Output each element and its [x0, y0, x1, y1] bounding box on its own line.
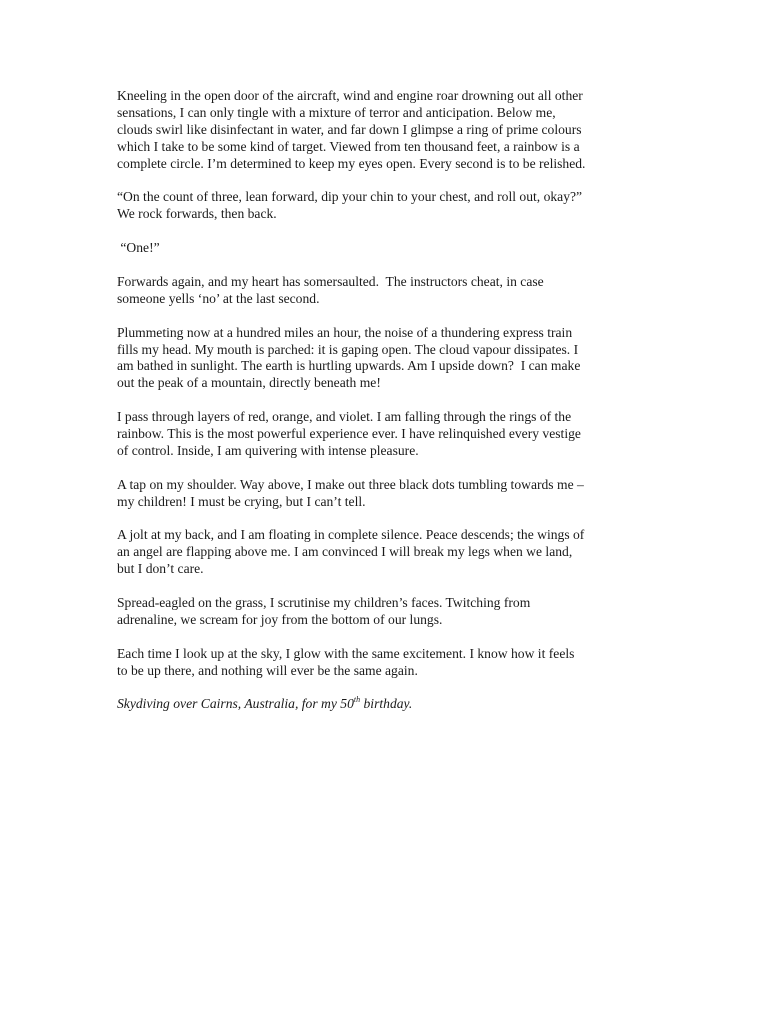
text-line: A jolt at my back, and I am floating in complete silence. Peace descends; the wings of	[117, 527, 585, 543]
paragraph	[117, 527, 657, 578]
text-line: sensations, I can only tingle with a mixture of terror and anticipation. Below me,	[117, 104, 556, 120]
text-line: “One!”	[117, 240, 160, 256]
paragraph	[117, 325, 657, 393]
text-line: Spread-eagled on the grass, I scrutinise my children’s faces. Twitching from	[117, 595, 531, 611]
text-line: I pass through layers of red, orange, and violet. I am falling through the rings of the	[117, 409, 572, 425]
caption	[117, 696, 657, 713]
document-body	[117, 88, 657, 713]
text-line: A tap on my shoulder. Way above, I make out three black dots tumbling towards me –	[117, 476, 584, 492]
paragraph	[117, 274, 657, 308]
text-line: rainbow. This is the most powerful experience ever. I have relinquished every vestige	[117, 426, 581, 442]
paragraph	[117, 88, 657, 173]
text-line: which I take to be some kind of target. Viewed from ten thousand feet, a rainbow is a	[117, 138, 580, 154]
text-line: to be up there, and nothing will ever be the same again.	[117, 662, 418, 678]
text-line: adrenaline, we scream for joy from the bottom of our lungs.	[117, 611, 443, 627]
paragraph	[117, 189, 657, 223]
text-line: out the peak of a mountain, directly beneath me!	[117, 375, 381, 391]
text-line: my children! I must be crying, but I can’t tell.	[117, 493, 366, 509]
caption-text-end: birthday.	[360, 696, 413, 712]
text-line: Kneeling in the open door of the aircraft, wind and engine roar drowning out all other	[117, 88, 583, 103]
text-line: am bathed in sunlight. The earth is hurtling upwards. Am I upside down? I can make	[117, 358, 581, 374]
caption-superscript: th	[353, 694, 361, 704]
text-line: “On the count of three, lean forward, dip your chin to your chest, and roll out, okay?”	[117, 189, 583, 205]
text-line: Plummeting now at a hundred miles an hour, the noise of a thundering express train	[117, 324, 573, 340]
text-line: of control. Inside, I am quivering with intense pleasure.	[117, 442, 419, 458]
text-line: We rock forwards, then back.	[117, 206, 277, 222]
paragraph	[117, 477, 657, 511]
text-line: someone yells ‘no’ at the last second.	[117, 290, 320, 306]
paragraph	[117, 646, 657, 680]
text-line: an angel are flapping above me. I am convinced I will break my legs when we land,	[117, 544, 573, 560]
text-line: Each time I look up at the sky, I glow with the same excitement. I know how it feels	[117, 645, 575, 661]
paragraph	[117, 595, 657, 629]
text-line: Forwards again, and my heart has somersaulted. The instructors cheat, in case	[117, 273, 544, 289]
text-line: fills my head. My mouth is parched: it is gaping open. The cloud vapour dissipates. I	[117, 341, 579, 357]
paragraph	[117, 409, 657, 460]
caption-text: Skydiving over Cairns, Australia, for my 50	[117, 696, 354, 712]
text-line: clouds swirl like disinfectant in water, and far down I glimpse a ring of prime colours	[117, 121, 582, 137]
text-line: complete circle. I’m determined to keep my eyes open. Every second is to be relished.	[117, 155, 586, 171]
text-line: but I don’t care.	[117, 561, 204, 577]
paragraph	[117, 240, 657, 257]
